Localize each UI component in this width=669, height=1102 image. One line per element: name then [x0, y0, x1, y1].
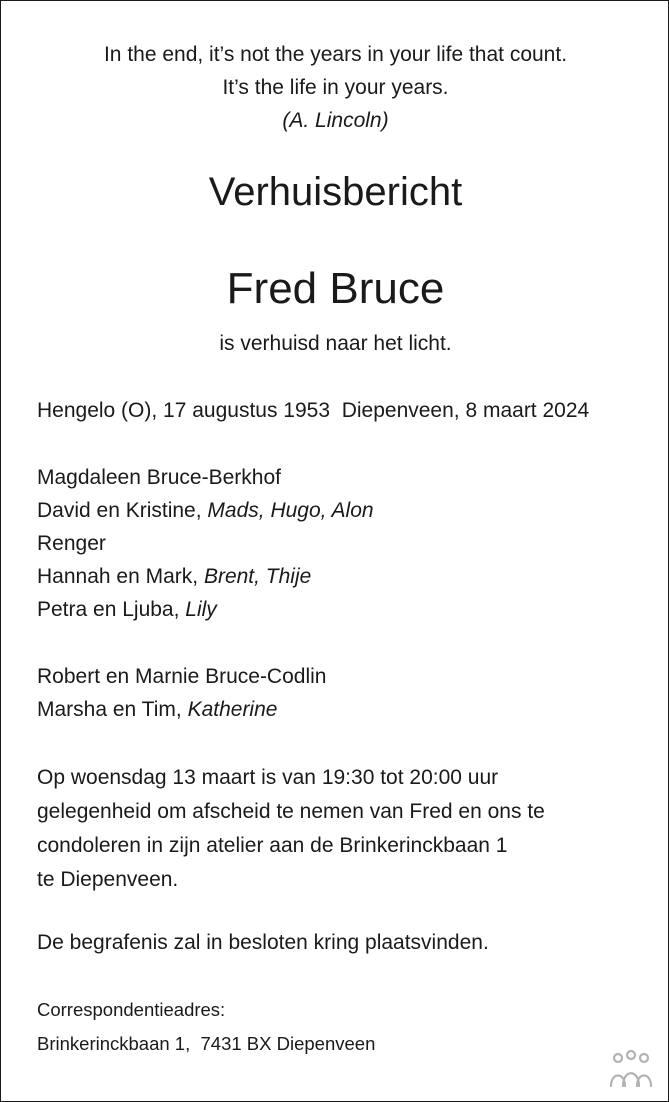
- correspondence-address: Brinkerinckbaan 1, 7431 BX Diepenveen: [37, 1033, 376, 1054]
- family-line: [37, 527, 647, 560]
- deceased-name: Fred Bruce: [226, 264, 445, 313]
- family-names: Magdaleen Bruce-Berkhof: [37, 466, 281, 489]
- ceremony-info: [37, 761, 647, 897]
- quote-block: [1, 38, 669, 137]
- family-kids: Mads, Hugo, Alon: [207, 499, 374, 522]
- tagline: is verhuisd naar het licht.: [219, 332, 452, 355]
- people-group-icon: [606, 1049, 656, 1089]
- ceremony-line: condoleren in zijn atelier aan de Brinkerinckbaan 1: [37, 834, 508, 857]
- family-names: Renger: [37, 532, 106, 555]
- family-line: [37, 560, 647, 593]
- family-line: [37, 461, 647, 494]
- quote-author: (A. Lincoln): [282, 109, 389, 132]
- family-names: Hannah en Mark,: [37, 565, 204, 588]
- notice-heading: Verhuisbericht: [208, 170, 463, 214]
- quote-line-2: It’s the life in your years.: [222, 76, 449, 99]
- family-names: Robert en Marnie Bruce-Codlin: [37, 665, 327, 688]
- family-kids: Brent, Thije: [203, 565, 312, 588]
- family-kids: Katherine: [187, 698, 278, 721]
- family-kids: Lily: [185, 598, 217, 621]
- ceremony-line: te Diepenveen.: [37, 868, 179, 891]
- family-group-2: [37, 660, 647, 726]
- quote-line-1: In the end, it’s not the years in your life that count.: [103, 43, 568, 66]
- family-line: [37, 660, 647, 693]
- funeral-info: De begrafenis zal in besloten kring plaatsvinden.: [37, 931, 489, 954]
- family-names: Petra en Ljuba,: [37, 598, 186, 621]
- family-line: [37, 593, 647, 626]
- family-line: [37, 494, 647, 527]
- birth-death-dates: Hengelo (O), 17 augustus 1953 Diepenveen, 8 maart 2024: [37, 399, 590, 422]
- family-names: Marsha en Tim,: [37, 698, 188, 721]
- family-names: David en Kristine,: [37, 499, 208, 522]
- correspondence-block: [37, 993, 647, 1061]
- correspondence-label: Correspondentieadres:: [37, 999, 226, 1020]
- family-line: [37, 693, 647, 726]
- ceremony-line: Op woensdag 13 maart is van 19:30 tot 20:00 uur: [37, 766, 499, 789]
- family-group-1: [37, 461, 647, 626]
- ceremony-line: gelegenheid om afscheid te nemen van Fred en ons te: [37, 800, 545, 823]
